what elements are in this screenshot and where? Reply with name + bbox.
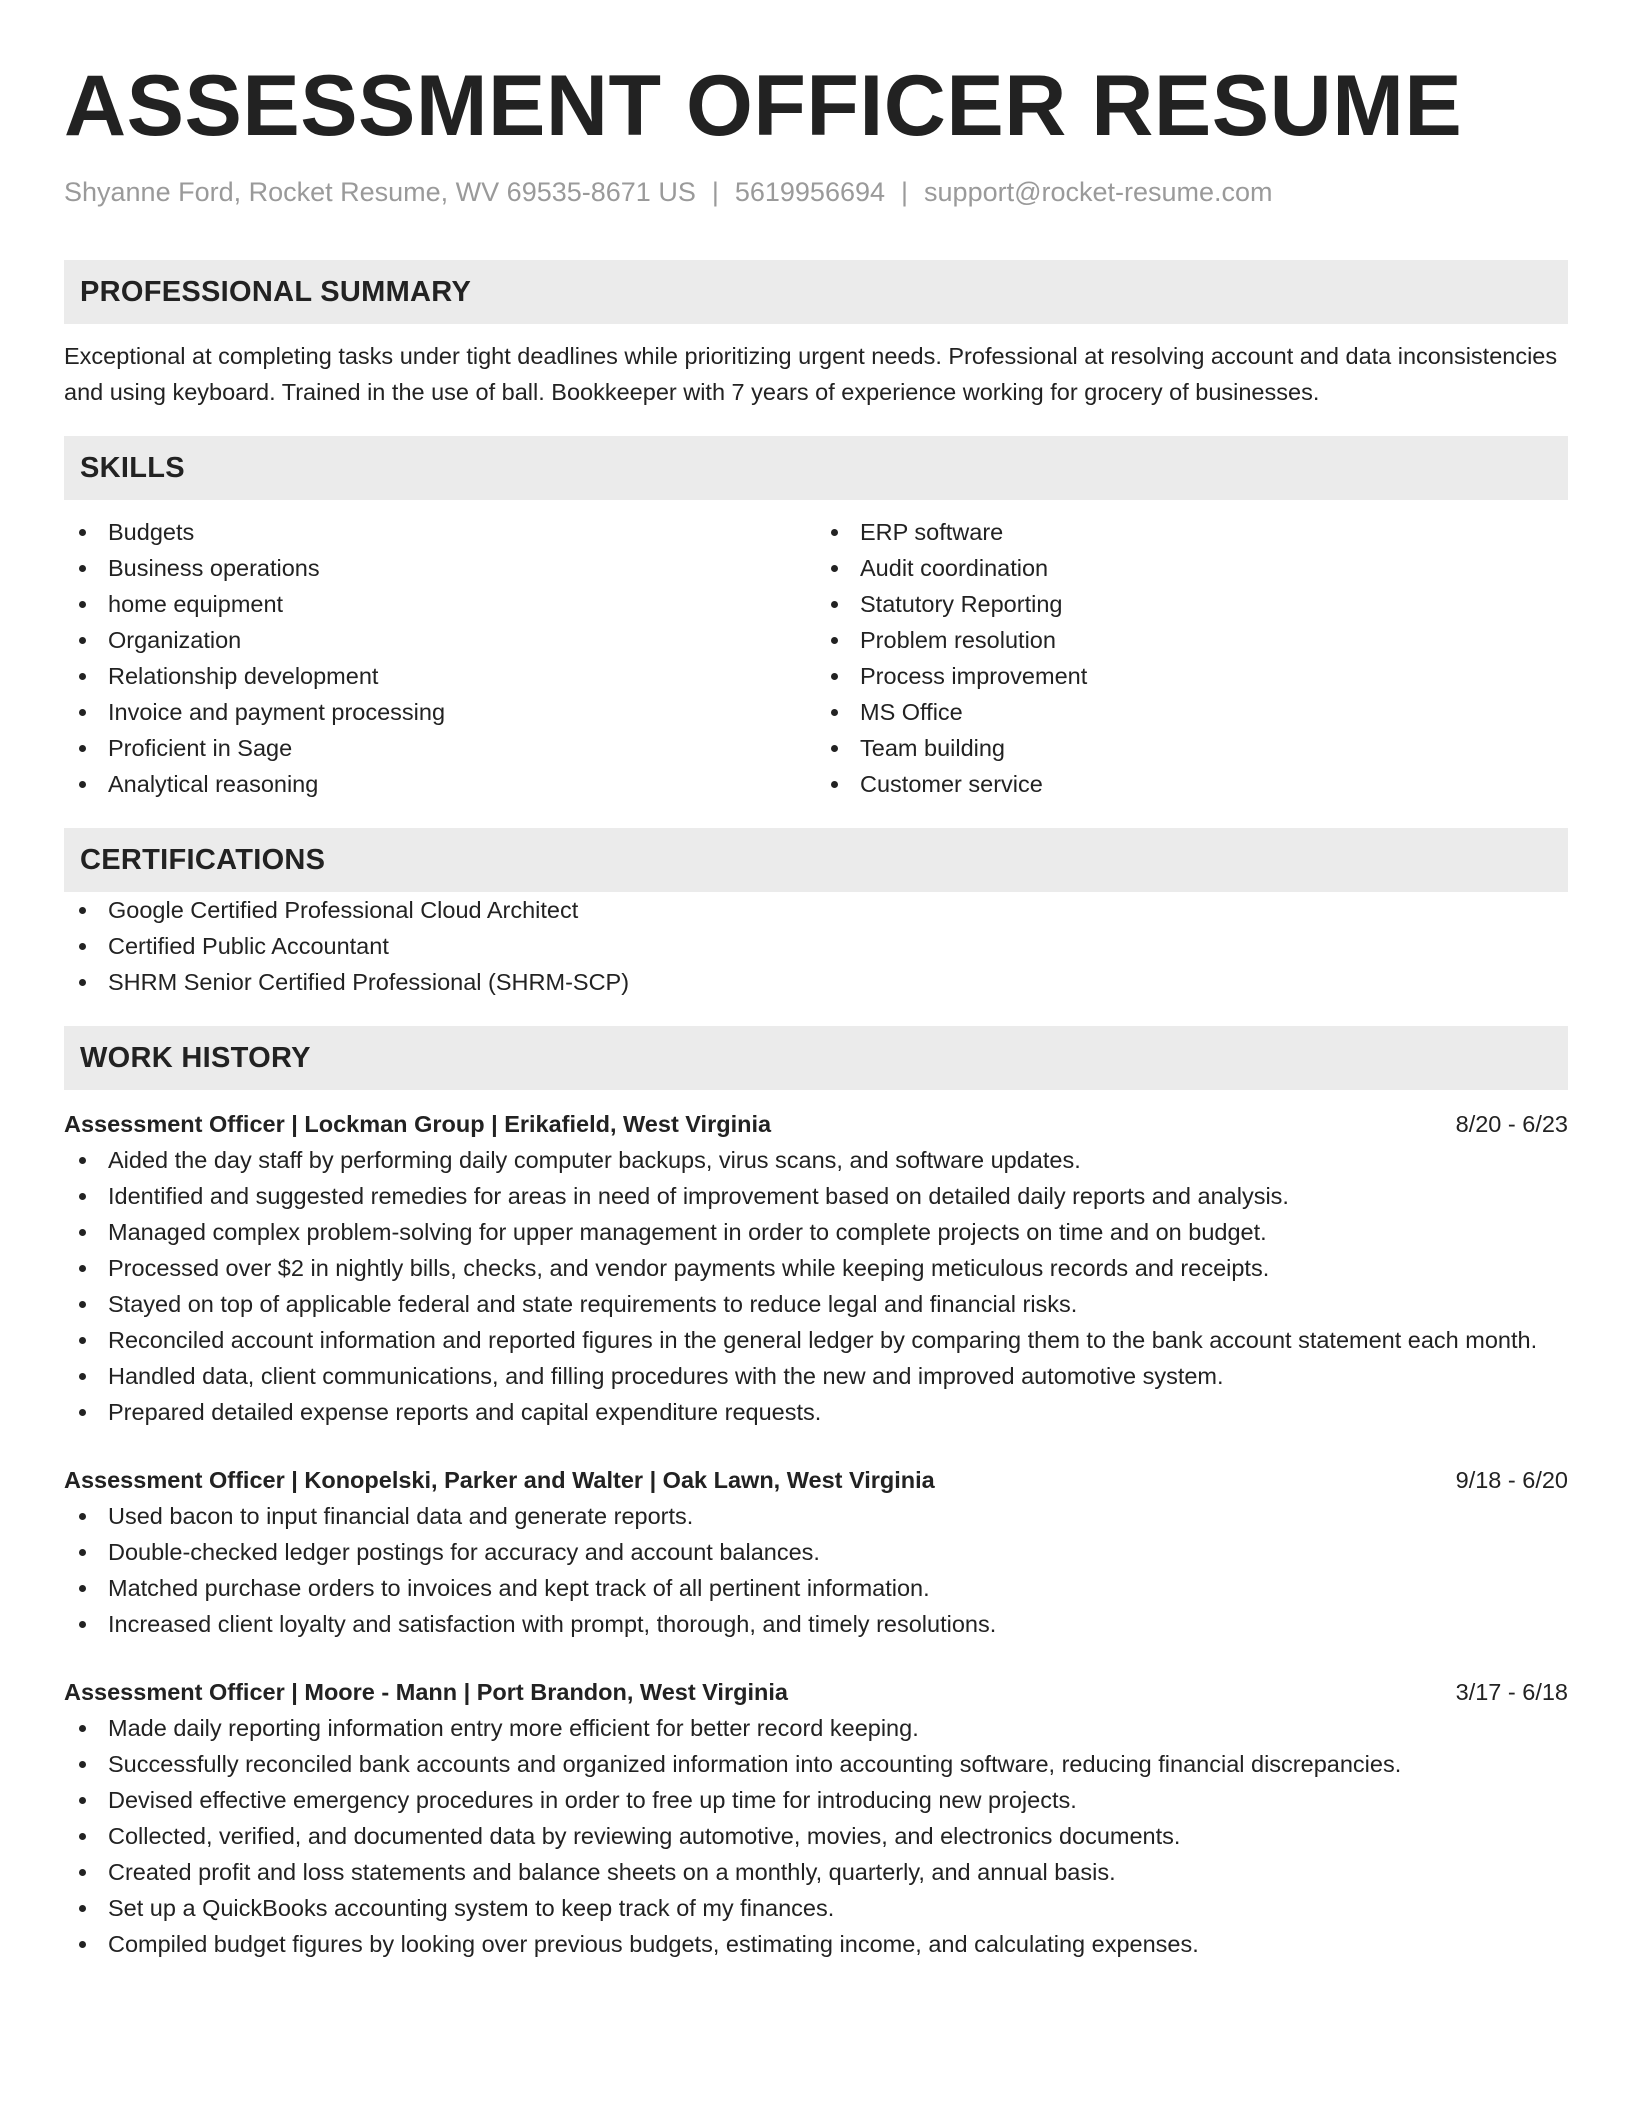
certifications-list bbox=[64, 892, 1568, 1000]
job-bullet-list bbox=[64, 1142, 1568, 1430]
job-dates: 9/18 - 6/20 bbox=[1455, 1467, 1568, 1493]
certification-item: SHRM Senior Certified Professional (SHRM-SCP) bbox=[64, 964, 1568, 1000]
job-bullet: Identified and suggested remedies for areas in need of improvement based on detailed daily reports and analysis. bbox=[64, 1178, 1568, 1214]
job-entry bbox=[64, 1674, 1568, 1962]
job-bullet: Double-checked ledger postings for accuracy and account balances. bbox=[64, 1534, 1568, 1570]
section-header-skills: SKILLS bbox=[64, 436, 1568, 500]
skill-item: Budgets bbox=[64, 514, 816, 550]
skills-column-right bbox=[816, 514, 1568, 802]
skill-item: Invoice and payment processing bbox=[64, 694, 816, 730]
job-bullet-list bbox=[64, 1710, 1568, 1962]
job-entry bbox=[64, 1106, 1568, 1430]
job-bullet: Managed complex problem-solving for upper management in order to complete projects on time and on budget. bbox=[64, 1214, 1568, 1250]
certification-item: Certified Public Accountant bbox=[64, 928, 1568, 964]
skill-item: Relationship development bbox=[64, 658, 816, 694]
job-bullet: Created profit and loss statements and balance sheets on a monthly, quarterly, and annual basis. bbox=[64, 1854, 1568, 1890]
contact-line bbox=[64, 174, 1568, 210]
job-title: Assessment Officer | Moore - Mann | Port Brandon, West Virginia bbox=[64, 1679, 788, 1705]
job-title: Assessment Officer | Lockman Group | Erikafield, West Virginia bbox=[64, 1111, 772, 1137]
job-bullet: Collected, verified, and documented data by reviewing automotive, movies, and electronics documents. bbox=[64, 1818, 1568, 1854]
job-bullet: Prepared detailed expense reports and capital expenditure requests. bbox=[64, 1394, 1568, 1430]
skill-item: Organization bbox=[64, 622, 816, 658]
contact-address: Shyanne Ford, Rocket Resume, WV 69535-8671 US bbox=[64, 177, 696, 207]
job-heading bbox=[64, 1462, 1568, 1498]
contact-phone: 5619956694 bbox=[734, 177, 886, 207]
skill-item: Business operations bbox=[64, 550, 816, 586]
job-dates: 8/20 - 6/23 bbox=[1455, 1111, 1568, 1137]
skill-item: Analytical reasoning bbox=[64, 766, 816, 802]
skill-item: Statutory Reporting bbox=[816, 586, 1568, 622]
contact-separator: | bbox=[901, 177, 909, 207]
certification-item: Google Certified Professional Cloud Architect bbox=[64, 892, 1568, 928]
skill-item: ERP software bbox=[816, 514, 1568, 550]
job-bullet: Devised effective emergency procedures in order to free up time for introducing new projects. bbox=[64, 1782, 1568, 1818]
contact-separator: | bbox=[711, 177, 719, 207]
job-heading bbox=[64, 1106, 1568, 1142]
skill-item: Proficient in Sage bbox=[64, 730, 816, 766]
job-bullet: Handled data, client communications, and filling procedures with the new and improved automotive system. bbox=[64, 1358, 1568, 1394]
job-bullet: Increased client loyalty and satisfaction with prompt, thorough, and timely resolutions. bbox=[64, 1606, 1568, 1642]
job-bullet: Matched purchase orders to invoices and kept track of all pertinent information. bbox=[64, 1570, 1568, 1606]
summary-text: Exceptional at completing tasks under tight deadlines while prioritizing urgent needs. Professional at resolving account and data inconsistencies and using keyboard. Trained in the use of ball. Bookkeeper with 7 years of experience working for grocery of businesses. bbox=[64, 343, 1558, 405]
job-bullet: Processed over $2 in nightly bills, checks, and vendor payments while keeping meticulous records and receipts. bbox=[64, 1250, 1568, 1286]
skill-item: Customer service bbox=[816, 766, 1568, 802]
job-bullet: Compiled budget figures by looking over previous budgets, estimating income, and calculating expenses. bbox=[64, 1926, 1568, 1962]
section-header-summary: PROFESSIONAL SUMMARY bbox=[64, 260, 1568, 324]
skill-item: Problem resolution bbox=[816, 622, 1568, 658]
job-bullet: Made daily reporting information entry more efficient for better record keeping. bbox=[64, 1710, 1568, 1746]
skills-list-right bbox=[816, 514, 1568, 802]
skill-item: Team building bbox=[816, 730, 1568, 766]
skills-list-left bbox=[64, 514, 816, 802]
skill-item: home equipment bbox=[64, 586, 816, 622]
job-bullet: Set up a QuickBooks accounting system to keep track of my finances. bbox=[64, 1890, 1568, 1926]
job-bullet-list bbox=[64, 1498, 1568, 1642]
job-heading bbox=[64, 1674, 1568, 1710]
skills-columns bbox=[64, 514, 1568, 802]
skill-item: Audit coordination bbox=[816, 550, 1568, 586]
skill-item: MS Office bbox=[816, 694, 1568, 730]
job-bullet: Stayed on top of applicable federal and state requirements to reduce legal and financial risks. bbox=[64, 1286, 1568, 1322]
job-title: Assessment Officer | Konopelski, Parker and Walter | Oak Lawn, West Virginia bbox=[64, 1467, 935, 1493]
resume-title: ASSESSMENT OFFICER RESUME bbox=[64, 58, 1463, 154]
contact-email[interactable]: support@rocket-resume.com bbox=[924, 177, 1273, 207]
job-bullet: Reconciled account information and reported figures in the general ledger by comparing them to the bank account statement each month. bbox=[64, 1322, 1568, 1358]
job-bullet: Aided the day staff by performing daily computer backups, virus scans, and software updates. bbox=[64, 1142, 1568, 1178]
skills-column-left bbox=[64, 514, 816, 802]
job-dates: 3/17 - 6/18 bbox=[1455, 1679, 1568, 1705]
job-bullet: Used bacon to input financial data and generate reports. bbox=[64, 1498, 1568, 1534]
section-header-work-history: WORK HISTORY bbox=[64, 1026, 1568, 1090]
skill-item: Process improvement bbox=[816, 658, 1568, 694]
job-entry bbox=[64, 1462, 1568, 1642]
section-header-certifications: CERTIFICATIONS bbox=[64, 828, 1568, 892]
job-bullet: Successfully reconciled bank accounts and organized information into accounting software, reducing financial discrepancies. bbox=[64, 1746, 1568, 1782]
